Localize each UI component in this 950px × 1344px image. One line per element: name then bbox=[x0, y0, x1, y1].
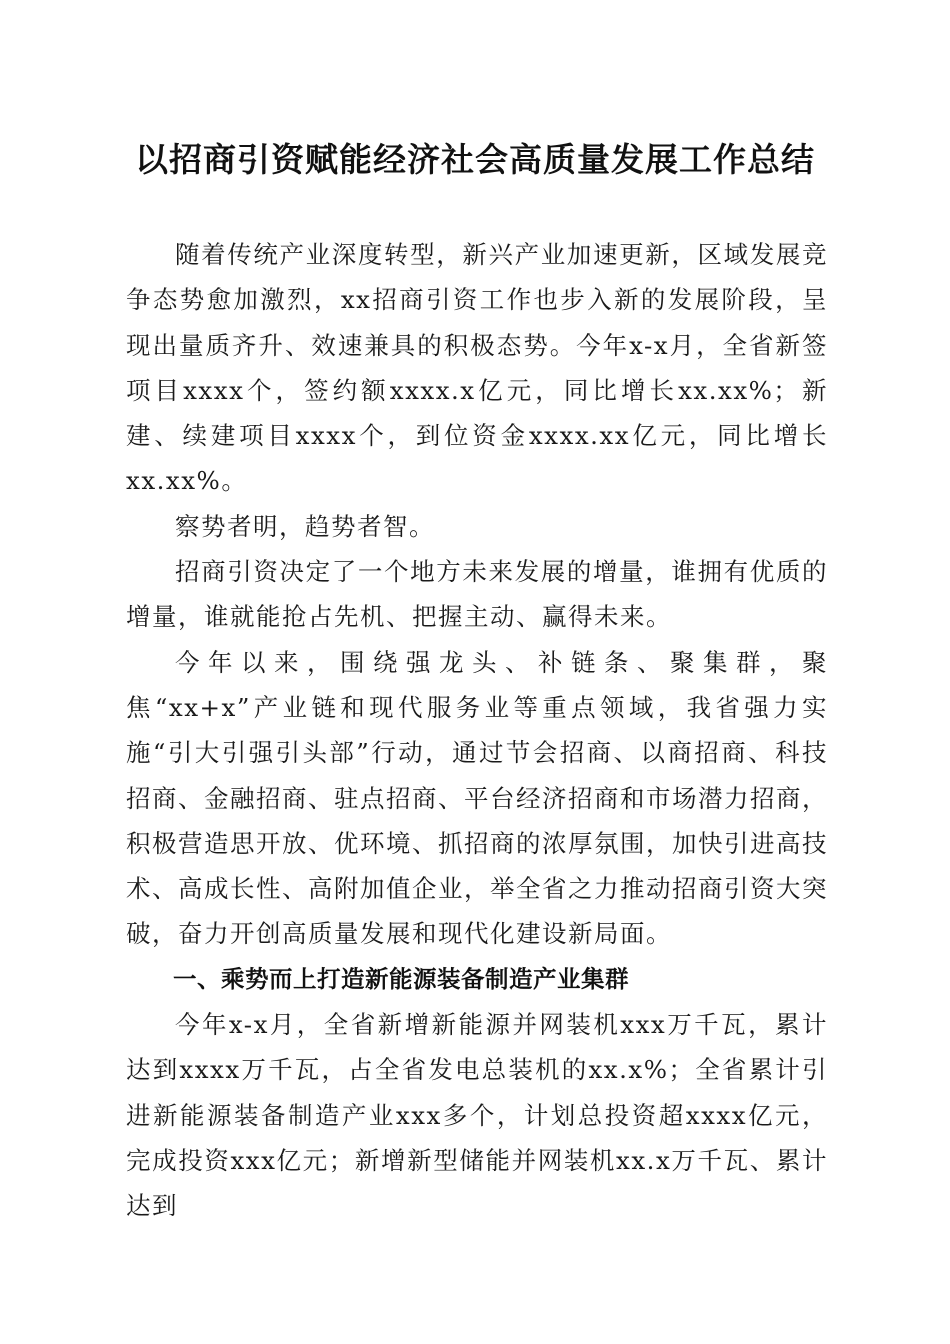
paragraph-increment: 招商引资决定了一个地方未来发展的增量，谁拥有优质的增量，谁就能抢占先机、把握主动、赢得未来。 bbox=[126, 557, 828, 632]
paragraph-motto: 察势者明，趋势者智。 bbox=[175, 511, 435, 541]
section-heading-1: 一、乘势而上打造新能源装备制造产业集群 bbox=[173, 964, 629, 993]
paragraph-intro: 随着传统产业深度转型，新兴产业加速更新，区域发展竞争态势愈加激烈，xx招商引资工作也步入新的发展阶段，呈现出量质齐升、效速兼具的积极态势。今年x-x月，全省新签项目xxxx个，签约额xxxx.x亿元，同比增长xx.xx%；新建、续建项目xxxx个，到位资金xxxx.xx亿元，同比增长xx.xx%。 bbox=[126, 240, 828, 496]
paragraph-new-energy: 今年x-x月，全省新增新能源并网装机xxx万千瓦，累计达到xxxx万千瓦，占全省发电总装机的xx.x%；全省累计引进新能源装备制造产业xxx多个，计划总投资超xxxx亿元，完成投资xxx亿元；新增新型储能并网装机xx.x万千瓦、累计达到 bbox=[126, 1010, 828, 1221]
paragraph-strategy: 今年以来，围绕强龙头、补链条、聚集群，聚焦“xx+x”产业链和现代服务业等重点领域，我省强力实施“引大引强引头部”行动，通过节会招商、以商招商、科技招商、金融招商、驻点招商、平台经济招商和市场潜力招商，积极营造思开放、优环境、抓招商的浓厚氛围，加快引进高技术、高成长性、高附加值企业，举全省之力推动招商引资大突破，奋力开创高质量发展和现代化建设新局面。 bbox=[126, 647, 828, 949]
document-body bbox=[126, 232, 828, 1229]
document-title: 以招商引资赋能经济社会高质量发展工作总结 bbox=[135, 140, 815, 179]
